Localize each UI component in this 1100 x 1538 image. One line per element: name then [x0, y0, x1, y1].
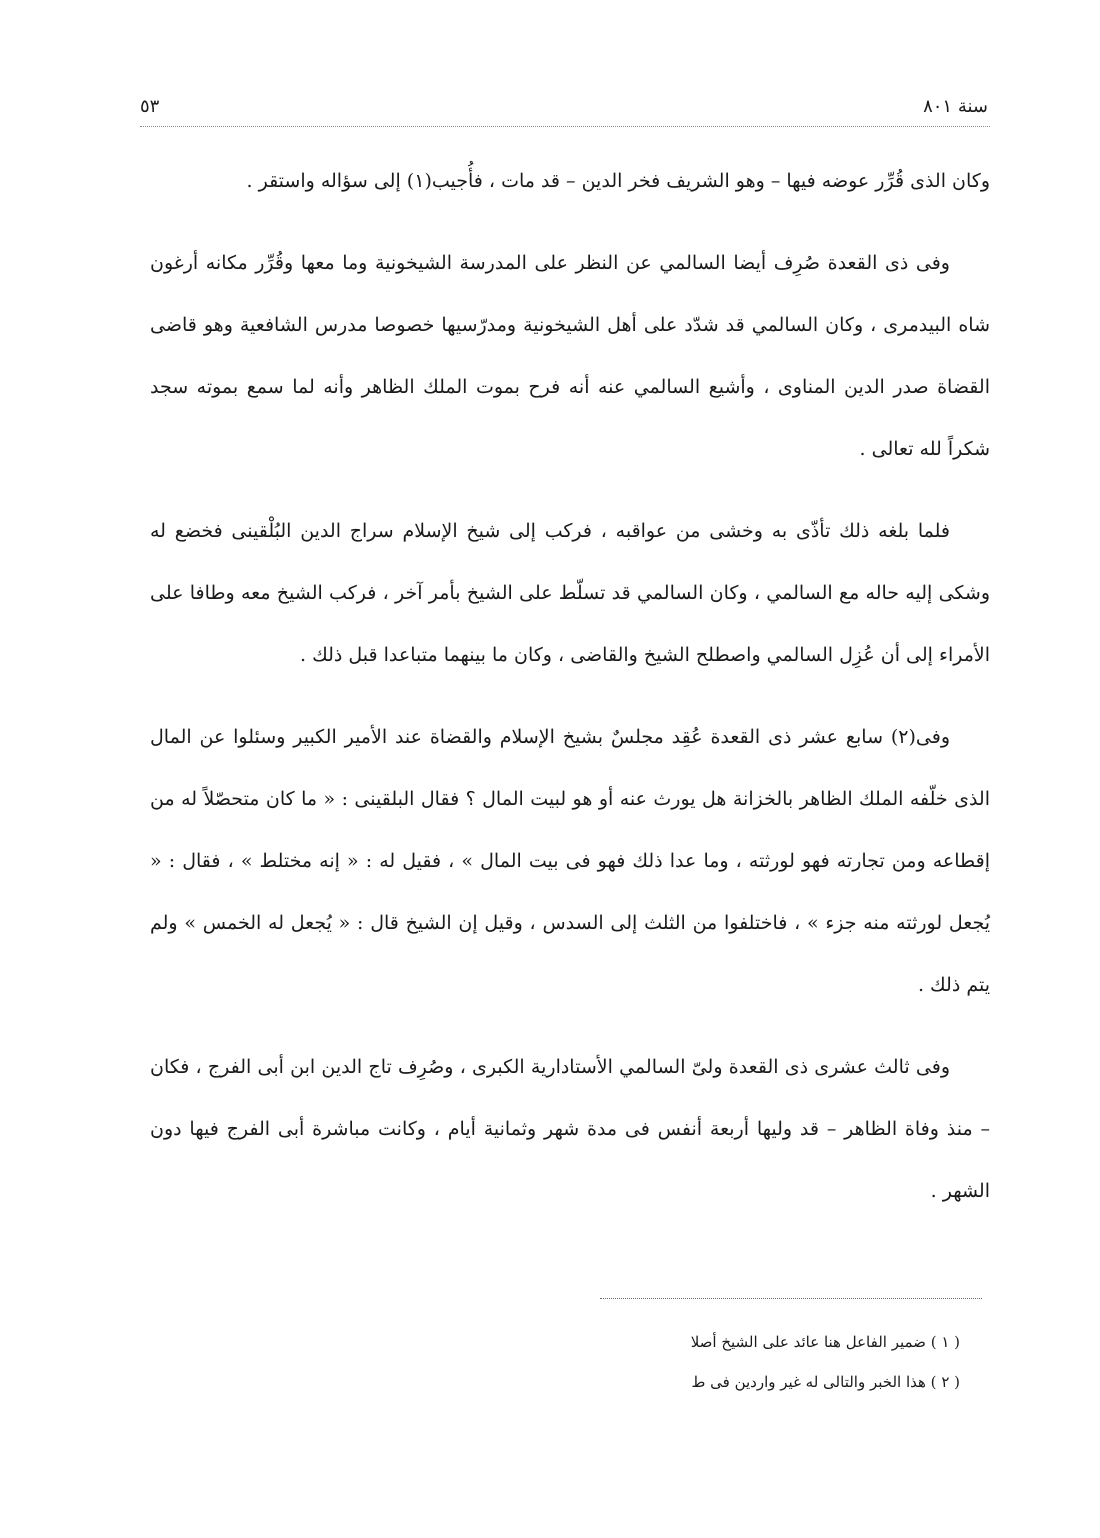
- footnote-divider: [600, 1298, 982, 1299]
- paragraph: وكان الذى قُرِّر عوضه فيها – وهو الشريف فخر الدين – قد مات ، فأُجيب(١) إلى سؤاله واستقر .: [246, 170, 990, 192]
- paragraph: وفى ثالث عشرى ذى القعدة ولىّ السالمي الأستادارية الكبرى ، وصُرِف تاج الدين ابن أبى الفرج ، فكان – منذ وفاة الظاهر – قد وليها أربعة أنفس فى مدة شهر وثمانية أيام ، وكانت مباشرة أبى الفرج فيها دون الشهر .: [150, 1056, 990, 1202]
- main-text: [150, 150, 990, 1242]
- page-number: ٥٣: [140, 96, 160, 117]
- header-divider: [140, 126, 990, 127]
- page-header: [140, 92, 988, 122]
- footnotes: [560, 1322, 960, 1402]
- paragraph: وفى(٢) سابع عشر ذى القعدة عُقِد مجلسٌ بشيخ الإسلام والقضاة عند الأمير الكبير وسئلوا عن المال الذى خلّفه الملك الظاهر بالخزانة هل يورث عنه أو هو لبيت المال ؟ فقال البلقينى : « ما كان متحصّلاً له من إقطاعه ومن تجارته فهو لورثته ، وما عدا ذلك فهو فى بيت المال » ، فقيل له : « إنه مختلط » ، فقال : « يُجعل لورثته منه جزء » ، فاختلفوا من الثلث إلى السدس ، وقيل إن الشيخ قال : « يُجعل له الخمس » ولم يتم ذلك .: [150, 726, 990, 996]
- paragraph: فلما بلغه ذلك تأذّى به وخشى من عواقبه ، فركب إلى شيخ الإسلام سراج الدين البُلْقينى فخضع له وشكى إليه حاله مع السالمي ، وكان السالمي قد تسلّط على الشيخ بأمر آخر ، فركب الشيخ معه وطافا على الأمراء إلى أن عُزِل السالمي واصطلح الشيخ والقاضى ، وكان ما بينهما متباعدا قبل ذلك .: [150, 520, 990, 666]
- footnote: ( ٢ ) هذا الخبر والتالى له غير واردين فى ط: [691, 1373, 960, 1391]
- running-title: سنة ٨٠١: [923, 96, 988, 117]
- paragraph: وفى ذى القعدة صُرِف أيضا السالمي عن النظر على المدرسة الشيخونية وما معها وقُرِّر مكانه أرغون شاه البيدمرى ، وكان السالمي قد شدّد على أهل الشيخونية ومدرّسيها خصوصا مدرس الشافعية وهو قاضى القضاة صدر الدين المناوى ، وأشيع السالمي عنه أنه فرح بموت الملك الظاهر وأنه لما سمع بموته سجد شكراً لله تعالى .: [150, 252, 990, 460]
- footnote: ( ١ ) ضمير الفاعل هنا عائد على الشيخ أصلا: [690, 1333, 960, 1351]
